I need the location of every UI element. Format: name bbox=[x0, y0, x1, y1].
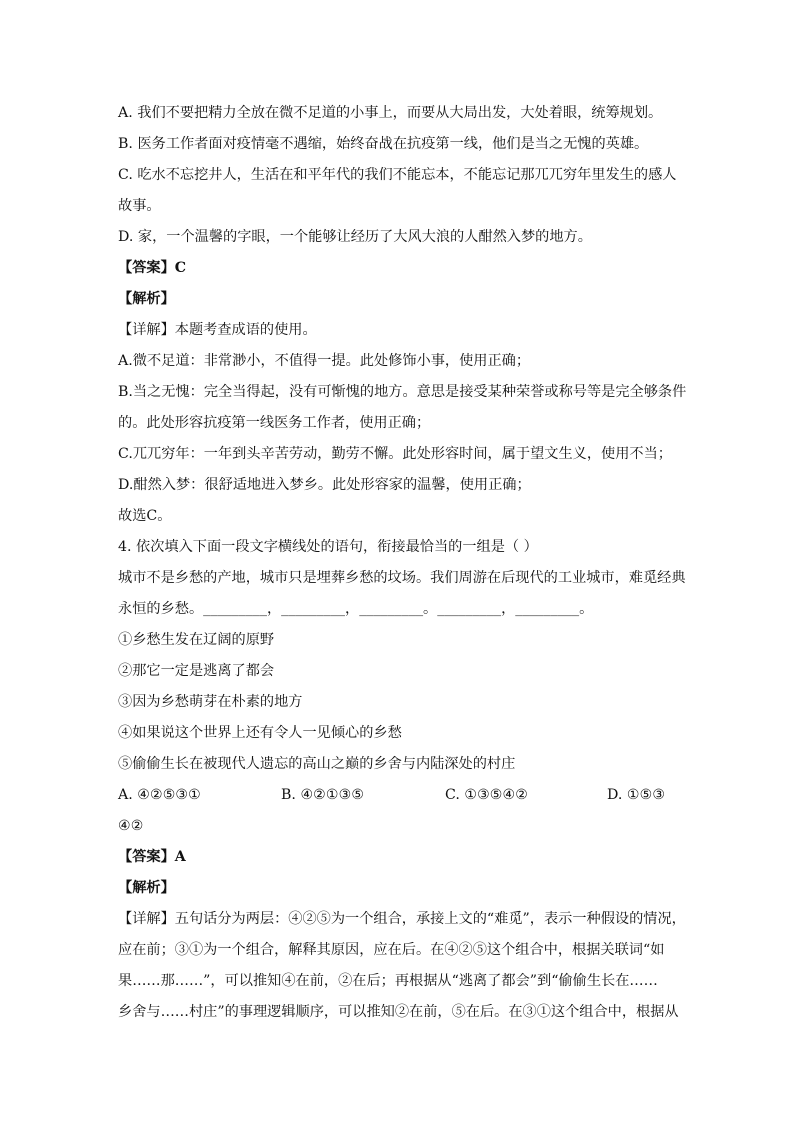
document-page bbox=[118, 98, 687, 1028]
q4-item-5: ⑤偷偷生长在被现代人遗忘的高山之巅的乡舍与内陆深处的村庄 bbox=[118, 756, 516, 772]
q4-passage-line2: 永恒的乡愁。_________，_________，_________。_________，_________。 bbox=[118, 601, 594, 617]
q3-option-c-line2: 故事。 bbox=[118, 198, 161, 214]
q4-item-4: ④如果说这个世界上还有令人一见倾心的乡愁 bbox=[118, 725, 402, 741]
q4-answer: 【答案】A bbox=[118, 849, 186, 865]
q4-options-row bbox=[118, 780, 683, 811]
q3-analysis-heading: 【解析】 bbox=[118, 291, 175, 307]
q3-note-c: C.兀兀穷年：一年到头辛苦劳动，勤劳不懈。此处形容时间，属于望文生义，使用不当； bbox=[118, 446, 672, 462]
q3-option-b: B. 医务工作者面对疫情毫不遇缩，始终奋战在抗疫第一线，他们是当之无愧的英雄。 bbox=[118, 136, 649, 152]
q4-option-b: B. ④②①③⑤ bbox=[281, 787, 365, 803]
q4-option-c: C. ①③⑤④② bbox=[445, 787, 528, 803]
q3-detail: 【详解】本题考查成语的使用。 bbox=[118, 322, 317, 338]
q3-answer: 【答案】C bbox=[118, 260, 187, 276]
q3-note-b-line2: 的。此处形容抗疫第一线医务工作者，使用正确； bbox=[118, 415, 431, 431]
q4-option-d-continued: ④② bbox=[118, 818, 144, 834]
q4-detail-line1: 【详解】五句话分为两层：④②⑤为一个组合，承接上文的“难觅”，表示一种假设的情况， bbox=[118, 911, 686, 927]
q3-note-d: D.酣然入梦：很舒适地进入梦乡。此处形容家的温馨，使用正确； bbox=[118, 477, 531, 493]
q4-item-3: ③因为乡愁萌芽在朴素的地方 bbox=[118, 694, 303, 710]
q4-item-2: ②那它一定是逃离了都会 bbox=[118, 663, 275, 679]
q4-analysis-heading: 【解析】 bbox=[118, 880, 175, 896]
q4-stem: 4. 依次填入下面一段文字横线处的语句，衔接最恰当的一组是（ ） bbox=[118, 539, 538, 555]
q4-option-a: A. ④②⑤③① bbox=[118, 787, 201, 803]
q3-option-c-line1: C. 吃水不忘挖井人，生活在和平年代的我们不能忘本，不能忘记那兀兀穷年里发生的感人 bbox=[118, 167, 677, 183]
q3-note-a: A.微不足道：非常渺小，不值得一提。此处修饰小事，使用正确； bbox=[118, 353, 531, 369]
q3-note-b-line1: B.当之无愧：完全当得起，没有可惭愧的地方。意思是接受某种荣誉或称号等是完全够条件 bbox=[118, 384, 687, 400]
q4-option-d: D. ①⑤③ bbox=[607, 787, 666, 803]
q4-detail-line2: 应在前；③①为一个组合，解释其原因，应在后。在④②⑤这个组合中，根据关联词“如 bbox=[118, 942, 665, 958]
q4-passage-line1: 城市不是乡愁的产地，城市只是埋葬乡愁的坟场。我们周游在后现代的工业城市，难觅经典 bbox=[118, 570, 686, 586]
q4-detail-line3: 果……那……”，可以推知④在前，②在后；再根据从“逃离了都会”到“偷偷生长在…… bbox=[118, 973, 658, 989]
q3-option-a: A. 我们不要把精力全放在微不足道的小事上，而要从大局出发，大处着眼，统筹规划。 bbox=[118, 105, 663, 121]
q3-option-d: D. 家，一个温馨的字眼，一个能够让经历了大风大浪的人酣然入梦的地方。 bbox=[118, 229, 592, 245]
q3-conclusion: 故选C。 bbox=[118, 508, 172, 524]
q4-detail-line4: 乡舍与……村庄”的事理逻辑顺序，可以推知②在前，⑤在后。在③①这个组合中，根据从 bbox=[118, 1004, 679, 1020]
q4-item-1: ①乡愁生发在辽阔的原野 bbox=[118, 632, 275, 648]
